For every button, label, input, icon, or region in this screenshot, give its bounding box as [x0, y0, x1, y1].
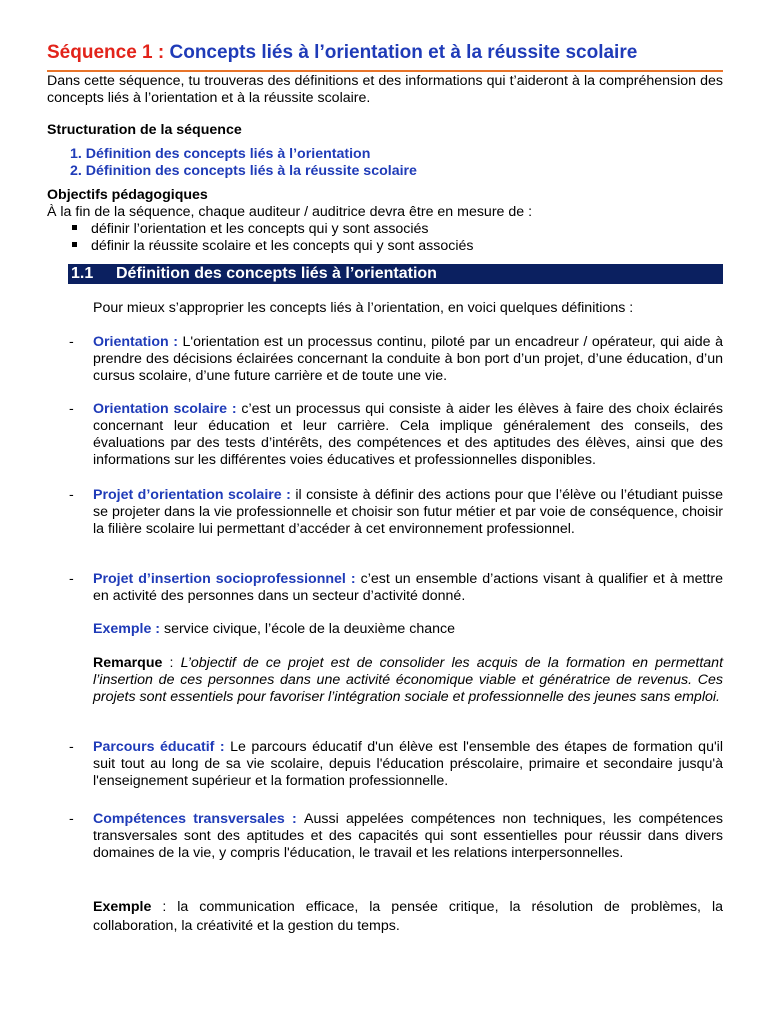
- structure-item: 1. Définition des concepts liés à l’orientation: [70, 146, 371, 162]
- list-dash: -: [69, 401, 74, 417]
- definition-text: c’est un ensemble d’actions visant à qualifier et à mettre en activité des personnes dans un secteur d’activité donné.: [93, 571, 723, 604]
- list-dash: -: [69, 334, 74, 350]
- definition-term: Parcours éducatif :: [93, 739, 231, 755]
- definition-term: Orientation scolaire :: [93, 401, 242, 417]
- definition-text: c’est un processus qui consiste à aider les élèves à faire des choix éclairés concernant leur éducation et leur carrière. Cela implique généralement des conseils, des évaluations par des tests d’intérêts, des compétences et des aptitudes des élèves, ainsi que des informations sur les différentes voies éducatives et professionnelles disponibles.: [93, 401, 723, 468]
- square-bullet-icon: [72, 225, 77, 230]
- list-dash: -: [69, 487, 74, 503]
- definition-term: Projet d’orientation scolaire :: [93, 487, 296, 503]
- remark-label: Remarque: [93, 655, 163, 671]
- example-text: service civique, l’école de la deuxième chance: [163, 621, 455, 637]
- definition-text: Aussi appelées compétences non techniques, les compétences transversales sont des aptitudes et des capacités qui sont essentielles pour réussir dans divers domaines de la vie, y compris l'éducation, le travail et les relations interpersonnelles.: [93, 811, 723, 861]
- objectives-lead: À la fin de la séquence, chaque auditeur / auditrice devra être en mesure de :: [47, 204, 533, 220]
- definition-body: [93, 811, 723, 862]
- example-sep: :: [151, 899, 178, 915]
- remark-paragraph: [93, 655, 723, 706]
- section-lead: Pour mieux s’approprier les concepts liés à l’orientation, en voici quelques définitions :: [93, 300, 634, 316]
- sequence-number: Séquence 1: [47, 42, 153, 63]
- list-dash: -: [69, 739, 74, 755]
- example-paragraph: [93, 898, 723, 936]
- definition-text: L'orientation est un processus continu, piloté par un encadreur / opérateur, qui aide à prendre des décisions éclairées concernant la conduite à bon port d’un projet, d’une éducation, d’un cursus scolaire, d’une future carrière et de toute une vie.: [93, 334, 723, 384]
- objective-item: [72, 221, 473, 238]
- objective-text: définir l’orientation et les concepts qui y sont associés: [91, 221, 429, 237]
- structure-heading: Structuration de la séquence: [47, 122, 242, 138]
- section-heading-bar: [68, 264, 723, 284]
- definition-text: Le parcours éducatif d'un élève est l'ensemble des étapes de formation qu'il suit tout au long de sa vie scolaire, depuis l'éducation préscolaire, primaire et secondaire jusqu'à l'enseignement supérieur et la formation professionnelle.: [93, 739, 723, 789]
- definition-body: [93, 571, 723, 605]
- objective-item: [72, 238, 473, 255]
- remark-sep: :: [162, 655, 181, 671]
- sequence-title-text: Concepts liés à l’orientation et à la réussite scolaire: [169, 42, 638, 63]
- objective-text: définir la réussite scolaire et les concepts qui y sont associés: [91, 238, 474, 254]
- list-dash: -: [69, 571, 74, 587]
- definition-body: [93, 401, 723, 469]
- structure-list: [70, 146, 417, 180]
- definition-body: [93, 334, 723, 385]
- structure-item: 2. Définition des concepts liés à la réussite scolaire: [70, 163, 417, 179]
- definition-term: Compétences transversales :: [93, 811, 305, 827]
- example-paragraph: [93, 621, 723, 638]
- example-label: Exemple: [93, 899, 152, 915]
- list-dash: -: [69, 811, 74, 827]
- section-number: 1.1: [71, 265, 94, 282]
- title-colon: :: [152, 42, 170, 63]
- definition-body: [93, 739, 723, 790]
- definition-text: il consiste à définir des actions pour que l’élève ou l’étudiant puisse se projeter dans la vie professionnelle et choisir son futur métier et par voie de conséquence, choisir la filière scolaire lui permettant d’accéder à cet environnement professionnel.: [93, 487, 723, 537]
- example-label: Exemple :: [93, 621, 164, 637]
- definition-body: [93, 487, 723, 538]
- remark-text: L’objectif de ce projet est de consolider les acquis de la formation en permettant l’insertion de ces personnes dans une activité économique viable et génératrice de revenus. Ces projets sont essentiels pour favoriser l’intégration sociale et professionnelle des jeunes sans emploi.: [93, 655, 724, 705]
- example-text: la communication efficace, la pensée critique, la résolution de problèmes, la collaboration, la créativité et la gestion du temps.: [93, 899, 724, 934]
- definition-term: Projet d’insertion socioprofessionnel :: [93, 571, 361, 587]
- sequence-title: [47, 42, 637, 64]
- objectives-heading: Objectifs pédagogiques: [47, 187, 208, 203]
- definition-term: Orientation :: [93, 334, 183, 350]
- intro-paragraph: Dans cette séquence, tu trouveras des définitions et des informations qui t’aideront à la compréhension des concepts liés à l’orientation et à la réussite scolaire.: [47, 73, 723, 106]
- title-underline: [47, 70, 723, 72]
- objectives-list: [72, 221, 473, 255]
- square-bullet-icon: [72, 242, 77, 247]
- section-title: Définition des concepts liés à l’orientation: [116, 265, 437, 282]
